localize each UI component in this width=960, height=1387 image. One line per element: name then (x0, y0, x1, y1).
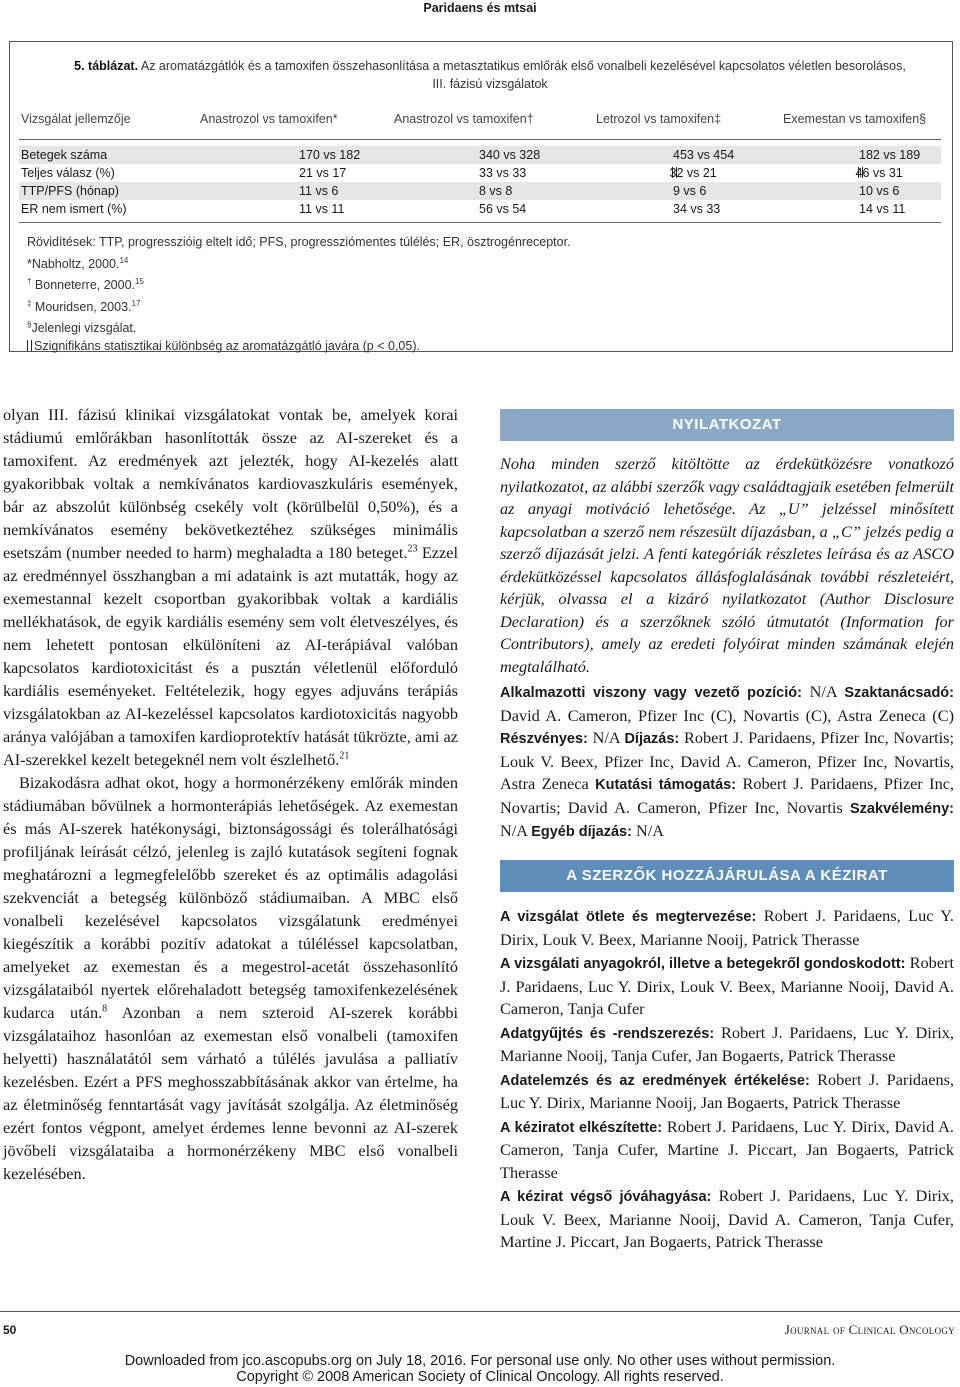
cell-value: 10 vs 6 (859, 184, 900, 198)
running-head: Paridaens és mtsai (423, 1, 537, 15)
table-cell (613, 164, 733, 182)
contribution-item: A vizsgálat ötlete és megtervezése: Robert J. Paridaens, Luc Y. Dirix, Louk V. Beex, Marianne Nooij, Patrick Therasse (500, 906, 954, 949)
table-row-label: Betegek száma (21, 148, 108, 162)
cell-value: 46 vs 31 (855, 166, 903, 180)
table-caption-label: 5. táblázat. (74, 59, 139, 73)
cell-value: 32 vs 21 (669, 166, 717, 180)
table-row (19, 182, 941, 200)
table-header-cell: Exemestan vs tamoxifen§ (783, 112, 927, 126)
table-rule (19, 139, 941, 140)
table-row-label: ER nem ismert (%) (21, 202, 127, 216)
contribution-item: Adatelemzés és az eredmények értékelése: Robert J. Paridaens, Luc Y. Dirix, Marianne Nooij, Jan Bogaerts, Patrick Therasse (500, 1069, 954, 1112)
footnote: Szignifikáns statisztikai különbség az aromatázgátló javára (p < 0,05). (27, 338, 927, 356)
table-header-cell: Anastrozol vs tamoxifen† (394, 112, 534, 126)
table-row-label: Teljes válasz (%) (21, 166, 115, 180)
disclosure-roles: Alkalmazotti viszony vagy vezető pozíció: N/A Szaktanácsadó: David A. Cameron, Pfizer Inc (C), Novartis (C), Astra Zeneca (C) Részvényes: N/A Díjazás: Robert J. Paridaens, Pfizer Inc, Novartis; Louk V. Beex, Pfizer Inc, David A. Cameron, Pfizer Inc, Novartis, Astra Zeneca Kutatási támogatás: Robert J. Paridaens, Pfizer Inc, Novartis; David A. Cameron, Pfizer Inc, Novartis Szakvélemény: N/A Egyéb díjazás: N/A (500, 682, 955, 840)
citation: 8 (102, 1003, 108, 1015)
table-row (19, 164, 941, 182)
body-left-column (3, 403, 458, 1185)
table-header-row (10, 112, 952, 130)
cell-value: 33 vs 33 (479, 166, 527, 180)
abbreviations-note: Rövidítések: TTP, progresszióig eltelt idő; PFS, progressziómentes túlélés; ER, ösztrogénreceptor. (27, 235, 571, 249)
table-caption (40, 57, 940, 93)
significance-mark-icon (27, 340, 32, 351)
contribution-item: A vizsgálati anyagokról, illetve a betegekről gondoskodott: Robert J. Paridaens, Luc Y. Dirix, Louk V. Beex, Marianne Nooij, David A. Cameron, Tanja Cufer (500, 953, 954, 1018)
declaration-heading: NYILATKOZAT (500, 409, 954, 441)
footnote: §Jelenlegi vizsgálat. (27, 320, 137, 336)
cell-value: 9 vs 6 (673, 184, 707, 198)
footnote: † Bonneterre, 2000.15 (27, 277, 144, 293)
table-notes (27, 234, 927, 356)
disclosure-text: Noha minden szerző kitöltötte az érdekütközésre vonatkozó nyilatkozatot, az alábbi szerzők vagy családtagjaik esetében felmerült az anyagi motiváció lehetősége. Az „U” jelzéssel minősített kapcsolatban a szerző nem részesült díjazásban, a „C” jelzés pedig a szerző díjazását jelzi. A fenti kategóriák részletes leírása és az ASCO érdekütközéssel kapcsolatos állásfoglalásának további részleteiért, kérjük, olvassa el a kizáró nyilatkozatot (Author Disclosure Declaration) és a szerzőknek szóló útmutatót (Information for Contributors), amely az eredeti folyóirat minden számának elején megtalálható. (500, 454, 954, 676)
page-number: 50 (3, 1323, 17, 1337)
body-paragraph: olyan III. fázisú klinikai vizsgálatokat vontak be, amelyek korai stádiumú emlőrákban hasonlították össze az AI-szereket és a tamoxifent. Az eredmények azt jelezték, hogy AI-kezelés alatt gyakoribbak voltak a nemkívánatos kardiovaszkuláris események, bár az abszolút különbség csekély volt (körülbelül 0,50%), és a nemkívánatos esemény bekövetkeztéhez szükséges minimális esetszám (number needed to harm) meghaladta a 180 beteget.$^{23}$ Ezzel az eredménnyel összhangban a mi adataink is azt mutatták, hogy az exemestannal kezelt csoportban gyakoribbak voltak a kardiális mellékhatások, de egyik kardiális esemény sem volt életveszélyes, és nem lehetett pontosan elkülöníteni az AI-terápiával valóban kapcsolatos kardiotoxicitást és a pusztán véletlenül előforduló kardiális eseményeket. Feltételezik, hogy egyes adjuváns terápiás vizsgálatokban az AI-kezeléssel kapcsolatos kardiotoxicitás nagyobb aránya valójában a tamoxifen kardioprotektív hatását tükrözte, ami az AI-szerekkel kezelt betegeknél nem volt észlelhető.$^{21}$ (3, 405, 459, 769)
cell-value: 21 vs 17 (299, 166, 347, 180)
footnote: ‡ Mouridsen, 2003.17 (27, 298, 141, 314)
cell-value: 14 vs 11 (859, 202, 906, 216)
cell-value: 11 vs 6 (299, 184, 339, 198)
footnote: *Nabholtz, 2000.14 (27, 255, 129, 271)
author-contributions (500, 905, 954, 1255)
cell-value: 34 vs 33 (673, 202, 721, 216)
contribution-item: A kézirat végső jóváhagyása: Robert J. Paridaens, Luc Y. Dirix, Louk V. Beex, Marianne Nooij, David A. Cameron, Tanja Cufer, Martine J. Piccart, Jan Bogaerts, Patrick Therasse (500, 1186, 954, 1251)
cell-value: 11 vs 11 (299, 202, 345, 216)
citation: 21 (339, 750, 350, 762)
cell-value: 8 vs 8 (479, 184, 513, 198)
footer-rule (0, 1311, 960, 1312)
cell-value: 182 vs 189 (859, 148, 921, 162)
body-paragraph: Bizakodásra adhat okot, hogy a hormonérzékeny emlőrák minden stádiumában bővülnek a hormonterápiás lehetőségek. Az exemestan és más AI-szerek hatékonysági, biztonságossági és tolerálhatósági profiljának leírását célzó, jelenleg is zajló kutatások segíteni fognak meghatározni a legmegfelelőbb szereket és az optimális adagolási szekvenciát a betegség különböző stádiumaiban. A MBC első vonalbeli kezelésével kapcsolatos vizsgálatunk eredményei kiegészítik a korábbi pozitív adatokat a túléléssel kapcsolatban, amelyeket az exemestan és a megestrol-acetát összehasonlító vizsgálataiból nyertek előrehaladott betegség tamoxifenkezelésének kudarca után.$^8$ Azonban a nem szteroid AI-szerek korábbi vizsgálataihoz hasonlóan az exemestan első vonalbeli (tamoxifen helyetti) használatától sem várható a túlélés javulása a palliatív kezelésben. Ezért a PFS meghosszabbításának akkor van értelme, ha az életminőség fenntartását vagy javítását szolgálja. Az életminőség ezért fontos végpont, amelyet érdemes lenne bevonni az AI-szerek jövőbeli vizsgálataiba a hormonérzékeny MBC első vonalbeli kezelésében. (3, 773, 458, 1183)
cell-value: 170 vs 182 (299, 148, 361, 162)
comparison-table (9, 41, 953, 352)
table-rule (19, 222, 941, 223)
contribution-item: A kéziratot elkészítette: Robert J. Paridaens, Luc Y. Dirix, David A. Cameron, Tanja Cufer, Martine J. Piccart, Jan Bogaerts, Patrick Therasse (500, 1116, 954, 1182)
table-row (19, 146, 941, 164)
table-cell (799, 164, 919, 182)
table-header-cell: Letrozol vs tamoxifen‡ (596, 112, 722, 126)
cell-value: 453 vs 454 (673, 148, 735, 162)
contribution-item: Adatgyűjtés és -rendszerezés: Robert J. Paridaens, Luc Y. Dirix, Marianne Nooij, Tanja Cufer, Jan Bogaerts, Patrick Therasse (500, 1022, 954, 1065)
citation: 23 (407, 543, 418, 555)
cell-value: 340 vs 328 (479, 148, 541, 162)
table-caption-text-2: III. fázisú vizsgálatok (432, 77, 548, 91)
table-row-label: TTP/PFS (hónap) (21, 184, 119, 198)
table-header-cell: Vizsgálat jellemzője (21, 112, 131, 126)
contributions-heading: A SZERZŐK HOZZÁJÁRULÁSA A KÉZIRAT ELKÉSZÍTÉSÉHEZ (500, 860, 954, 892)
cell-value: 56 vs 54 (479, 202, 527, 216)
download-notice: Downloaded from jco.ascopubs.org on July 18, 2016. For personal use only. No other uses without permission. (124, 1353, 836, 1369)
copyright-notice: Copyright © 2008 American Society of Clinical Oncology. All rights reserved. (236, 1369, 724, 1385)
table-row (19, 200, 941, 218)
table-caption-text: Az aromatázgátlók és a tamoxifen összehasonlítása a metasztatikus emlőrák első vonalbeli kezelésével kapcsolatos véletlen besorolásos, (140, 59, 906, 73)
table-header-cell: Anastrozol vs tamoxifen* (200, 112, 338, 126)
journal-name: Journal of Clinical Oncology (784, 1322, 955, 1337)
